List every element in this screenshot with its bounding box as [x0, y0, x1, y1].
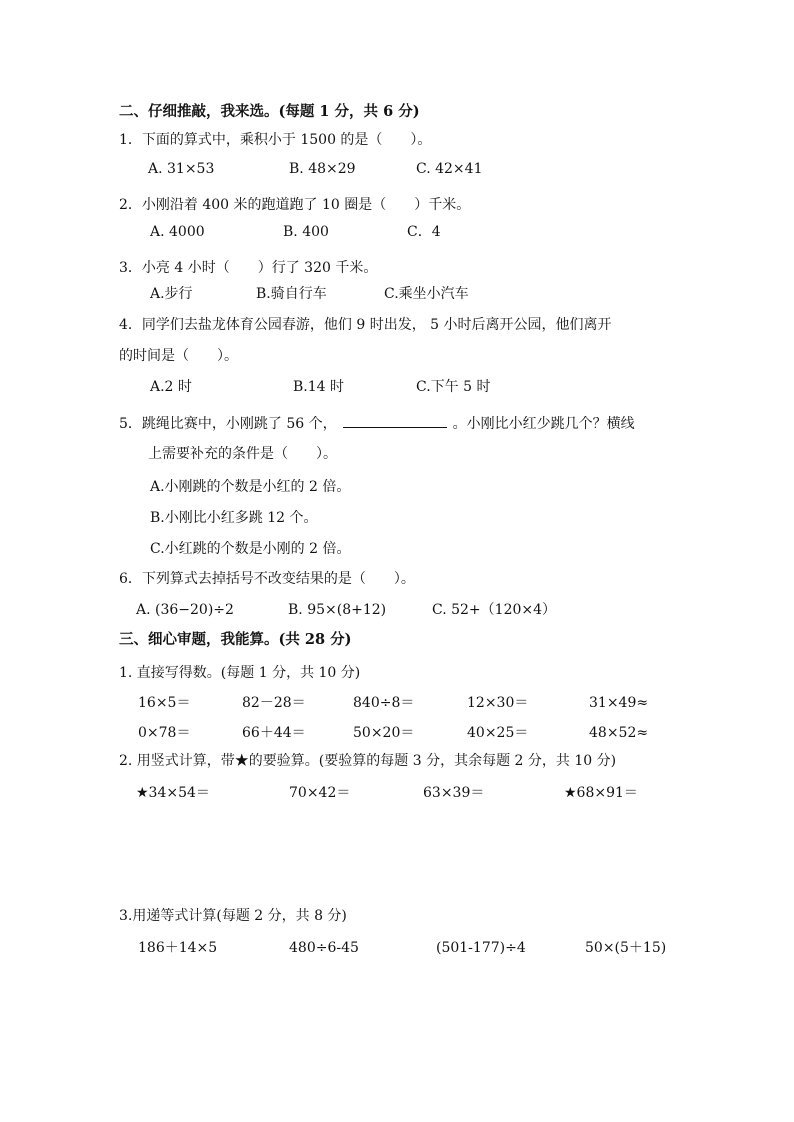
- q4-option-a[interactable]: A.2 时: [150, 379, 192, 395]
- oral-calc-item: 31×49≈: [589, 695, 649, 711]
- q5-option-a[interactable]: A.小刚跳的个数是小红的 2 倍。: [150, 479, 351, 495]
- q6-option-b[interactable]: B. 95×(8+12): [288, 602, 387, 618]
- q1-option-b[interactable]: B. 48×29: [289, 161, 356, 177]
- q6-stem: 6．下列算式去掉括号不改变结果的是（ ）。: [119, 571, 415, 587]
- vertical-calc-item: ★68×91＝: [564, 785, 638, 801]
- q5-stem-part2: 。小刚比小红少跳几个？横线: [452, 416, 635, 432]
- q4-option-b[interactable]: B.14 时: [293, 379, 345, 395]
- q5-stem-part1: 5．跳绳比赛中，小刚跳了 56 个，: [119, 416, 337, 432]
- q2-option-a[interactable]: A. 4000: [150, 224, 205, 240]
- q1-option-c[interactable]: C. 42×41: [416, 161, 483, 177]
- section-2-title: 二、仔细推敲，我来选。(每题 1 分，共 6 分): [119, 103, 420, 120]
- q2-stem: 2．小刚沿着 400 米的跑道跑了 10 圈是（ ）千米。: [119, 197, 471, 213]
- stepwise-calc-item: 186＋14×5: [138, 940, 218, 956]
- oral-calc-item: 12×30＝: [467, 695, 529, 711]
- section-3-title: 三、细心审题，我能算。(共 28 分): [119, 631, 352, 648]
- q5-option-b[interactable]: B.小刚比小红多跳 12 个。: [150, 510, 318, 526]
- q4-option-c[interactable]: C.下午 5 时: [416, 379, 491, 395]
- vertical-calc-item: 70×42＝: [289, 785, 351, 801]
- q2-option-b[interactable]: B. 400: [283, 224, 329, 240]
- oral-calc-item: 16×5＝: [138, 695, 191, 711]
- stepwise-calc-item: 50×(5＋15): [585, 940, 667, 956]
- q3-option-a[interactable]: A.步行: [150, 286, 193, 302]
- q5-stem-line2: 上需要补充的条件是（ ）。: [148, 446, 337, 462]
- part1-title: 1. 直接写得数。(每题 1 分，共 10 分): [119, 665, 361, 681]
- oral-calc-item: 66＋44＝: [242, 725, 306, 741]
- oral-calc-item: 82－28＝: [242, 695, 306, 711]
- q3-option-c[interactable]: C.乘坐小汽车: [384, 286, 469, 302]
- q2-option-c[interactable]: C．4: [407, 224, 441, 240]
- part2-title: 2. 用竖式计算，带★的要验算。(要验算的每题 3 分，其余每题 2 分，共 10 分): [119, 753, 617, 769]
- oral-calc-item: 0×78＝: [138, 725, 191, 741]
- part3-title: 3.用递等式计算(每题 2 分，共 8 分): [119, 908, 347, 924]
- vertical-calc-item: ★34×54＝: [136, 785, 210, 801]
- oral-calc-item: 40×25＝: [467, 725, 529, 741]
- q3-stem: 3．小亮 4 小时（ ）行了 320 千米。: [119, 260, 378, 276]
- q4-stem-line2: 的时间是（ ）。: [119, 348, 238, 364]
- oral-calc-item: 840÷8＝: [353, 695, 415, 711]
- q3-option-b[interactable]: B.骑自行车: [256, 286, 327, 302]
- q5-answer-blank[interactable]: [343, 415, 447, 428]
- oral-calc-item: 48×52≈: [589, 725, 649, 741]
- stepwise-calc-item: (501-177)÷4: [436, 940, 526, 956]
- q5-stem-line1: [119, 415, 635, 433]
- q6-option-c[interactable]: C. 52+（120×4）: [432, 602, 557, 618]
- stepwise-calc-item: 480÷6-45: [289, 940, 359, 956]
- q4-stem-line1: 4．同学们去盐龙体育公园春游，他们 9 时出发， 5 小时后离开公园，他们离开: [119, 317, 612, 333]
- vertical-calc-item: 63×39＝: [423, 785, 485, 801]
- q1-option-a[interactable]: A. 31×53: [148, 161, 215, 177]
- q5-option-c[interactable]: C.小红跳的个数是小刚的 2 倍。: [150, 541, 351, 557]
- q1-stem: 1．下面的算式中，乘积小于 1500 的是（ ）。: [119, 132, 432, 148]
- oral-calc-item: 50×20＝: [353, 725, 415, 741]
- q6-option-a[interactable]: A. (36−20)÷2: [136, 602, 234, 618]
